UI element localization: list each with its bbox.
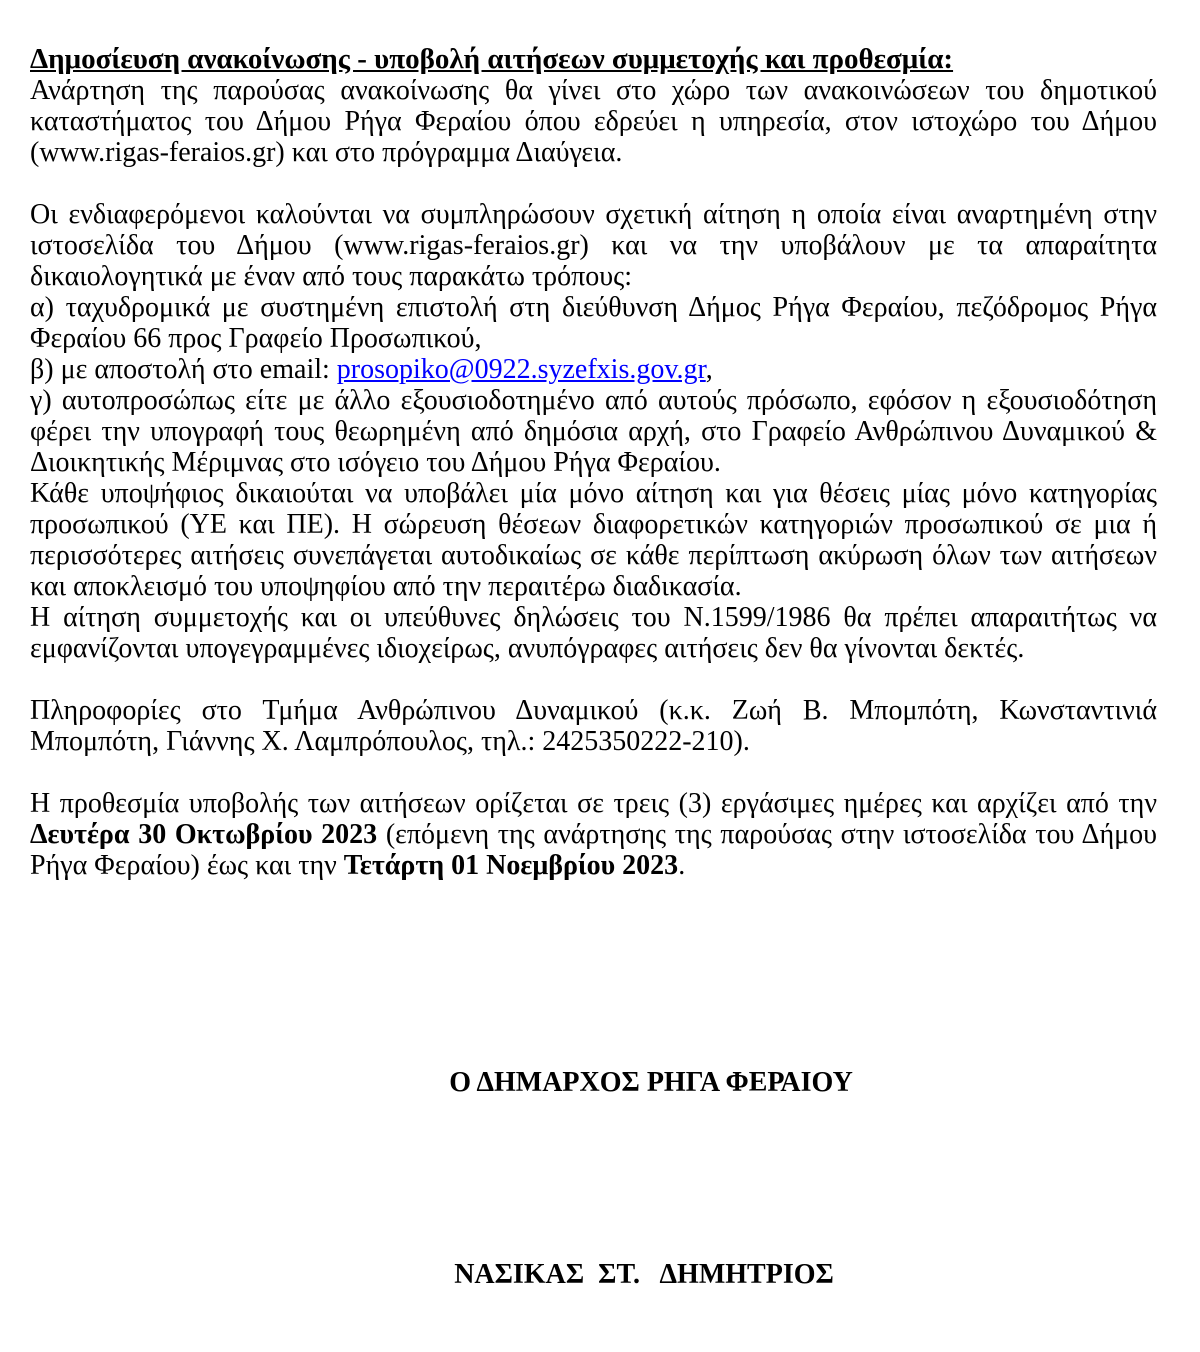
submission-method-a: α) ταχυδρομικά με συστημένη επιστολή στη διεύθυνση Δήμος Ρήγα Φεραίου, πεζόδρομος Ρήγα Φεραίου 66 προς Γραφείο Προσωπικού, <box>30 292 1157 354</box>
signature-block <box>145 1005 1157 1352</box>
deadline-text-3: . <box>678 850 686 881</box>
deadline-text-2: (επόμενη της ανάρτησης της παρούσας στην ιστοσελίδα του Δήμου Ρήγα Φεραίου) έως και την <box>30 819 1157 881</box>
signature-title: Ο ΔΗΜΑΡΧΟΣ ΡΗΓΑ ΦΕΡΑΙΟΥ <box>449 1067 853 1098</box>
paragraph-publication: Ανάρτηση της παρούσας ανακοίνωσης θα γίνει στο χώρο των ανακοινώσεων του δημοτικού καταστήματος του Δήμου Ρήγα Φεραίου όπου εδρεύει η υπηρεσία, στον ιστοχώρο του Δήμου (www.rigas-feraios.gr) και στο πρόγραμμα Διαύγεια. <box>30 75 1157 168</box>
deadline-end-date: Τετάρτη 01 Νοεμβρίου 2023 <box>343 850 679 881</box>
submission-method-c: γ) αυτοπροσώπως είτε με άλλο εξουσιοδοτημένο από αυτούς πρόσωπο, εφόσον η εξουσιοδότηση φέρει την υπογραφή τους θεωρημένη από δημόσια αρχή, στο Γραφείο Ανθρώπινου Δυναμικού & Διοικητικής Μέριμνας στο ισόγειο του Δήμου Ρήγα Φεραίου. <box>30 385 1157 478</box>
paragraph-single-application: Κάθε υποψήφιος δικαιούται να υποβάλει μία μόνο αίτηση και για θέσεις μίας μόνο κατηγορίας προσωπικού (ΥΕ και ΠΕ). Η σώρευση θέσεων διαφορετικών κατηγοριών προσωπικού σε μια ή περισσότερες αιτήσεις συνεπάγεται αυτοδικαίως σε κάθε περίπτωση ακύρωση όλων των αιτήσεων και αποκλεισμό του υποψηφίου από την περαιτέρω διαδικασία. <box>30 478 1157 602</box>
signature-name: ΝΑΣΙΚΑΣ ΣΤ. ΔΗΜΗΤΡΙΟΣ <box>454 1259 834 1290</box>
document-heading: Δημοσίευση ανακοίνωσης - υποβολή αιτήσεων συμμετοχής και προθεσμία: <box>30 43 954 75</box>
paragraph-invitation: Οι ενδιαφερόμενοι καλούνται να συμπληρώσουν σχετική αίτηση η οποία είναι αναρτημένη στην ιστοσελίδα του Δήμου (www.rigas-feraios.gr) και να την υποβάλουν με τα απαραίτητα δικαιολογητικά με έναν από τους παρακάτω τρόπους: <box>30 199 1157 292</box>
submission-method-b-prefix: β) με αποστολή στο email: <box>30 354 337 385</box>
deadline-text-1: Η προθεσμία υποβολής των αιτήσεων ορίζεται σε τρεις (3) εργάσιμες ημέρες και αρχίζει από την <box>30 788 1157 819</box>
submission-method-b-suffix: , <box>705 354 713 385</box>
paragraph-signature-requirement: Η αίτηση συμμετοχής και οι υπεύθυνες δηλώσεις του Ν.1599/1986 θα πρέπει απαραιτήτως να εμφανίζονται υπογεγραμμένες ιδιοχείρως, ανυπόγραφες αιτήσεις δεν θα γίνονται δεκτές. <box>30 602 1157 664</box>
deadline-start-date: Δευτέρα 30 Οκτωβρίου 2023 <box>30 819 378 850</box>
paragraph-deadline <box>30 788 1157 881</box>
submission-method-b <box>30 354 1157 385</box>
paragraph-contact-info: Πληροφορίες στο Τμήμα Ανθρώπινου Δυναμικού (κ.κ. Ζωή Β. Μπομπότη, Κωνσταντινιά Μπομπότη, Γιάννης Χ. Λαμπρόπουλος, τηλ.: 2425350222-210). <box>30 695 1157 757</box>
email-link[interactable]: prosopiko@0922.syzefxis.gov.gr <box>336 354 706 385</box>
